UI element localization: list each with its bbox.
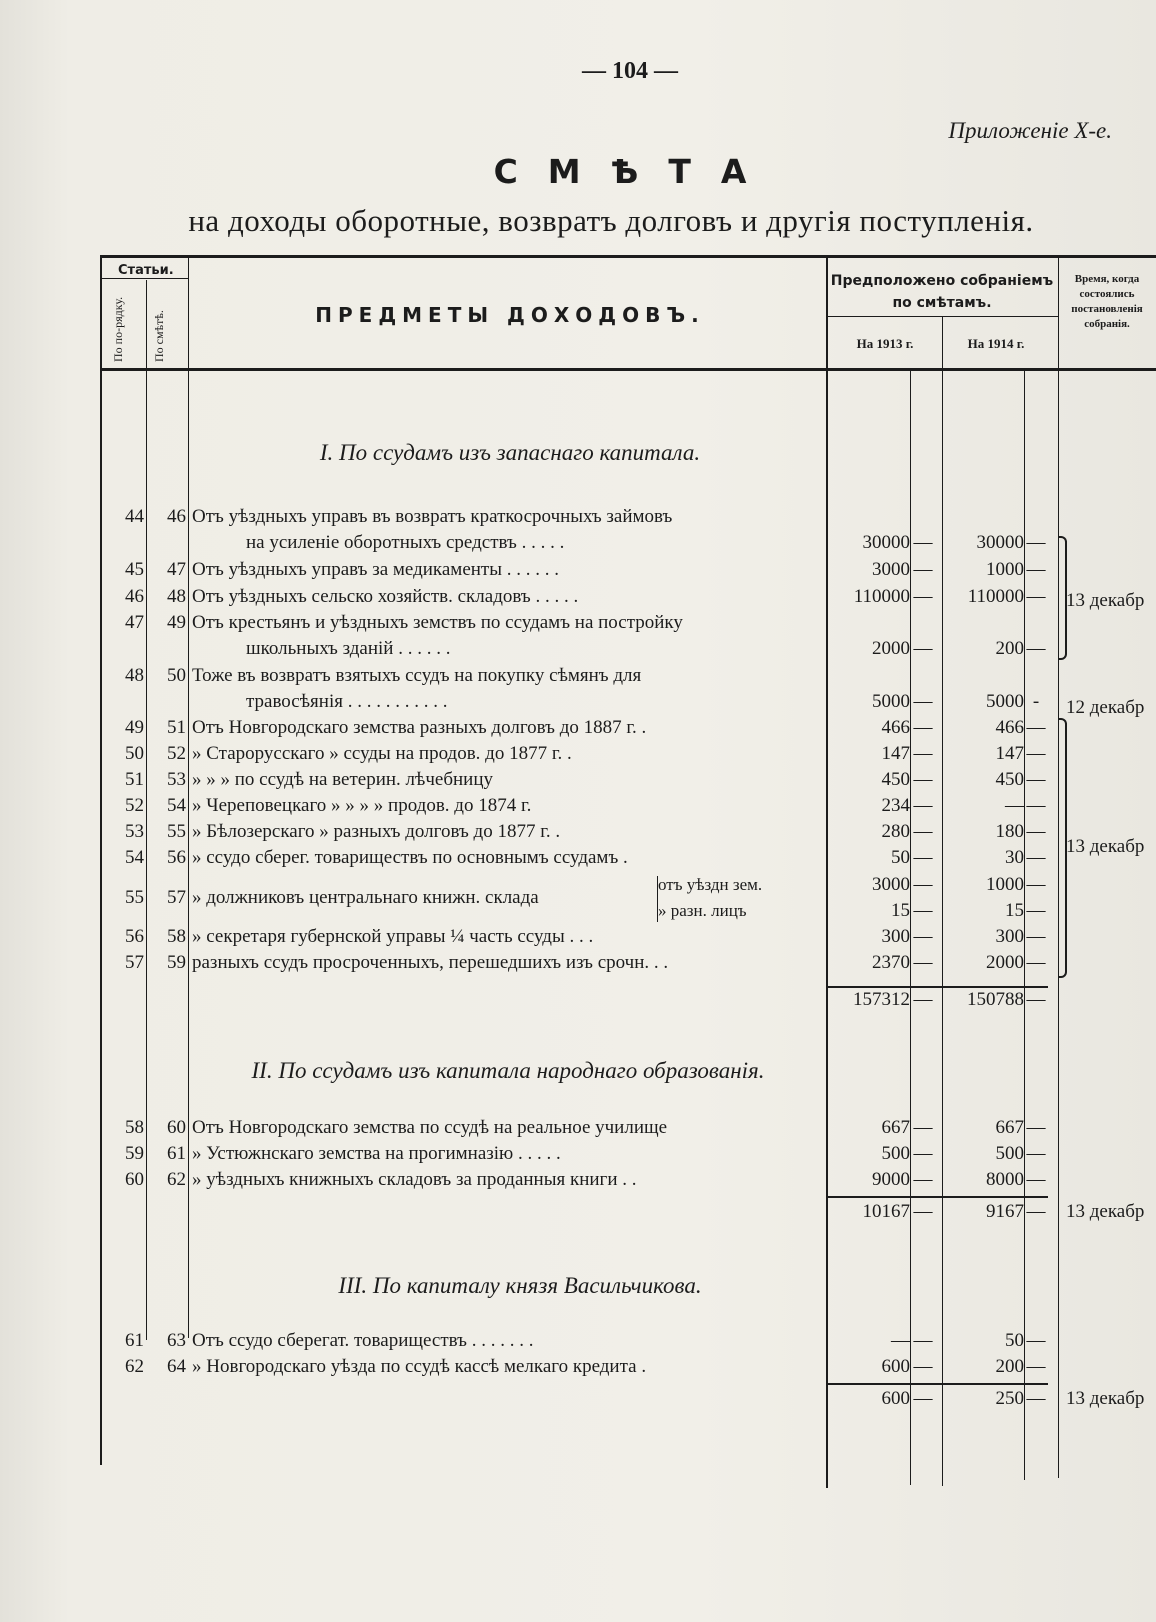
header-stati: Статьи. <box>118 263 174 278</box>
kop-1914: — <box>1026 1117 1046 1138</box>
resolution-date: 13 декабр <box>1066 1388 1145 1409</box>
value-1913: 234 <box>881 795 910 816</box>
row-text: Отъ Новгородскаго земства разныхъ долговъ до 1887 г. . <box>192 717 647 738</box>
row-text: » секретаря губернской управы ¼ часть ссуды . . . <box>192 926 594 947</box>
row-number: 51 <box>125 769 144 790</box>
row-text: » Устюжнскаго земства на прогимназію . . . . . <box>192 1143 561 1164</box>
estimate-article: 57 <box>167 887 186 908</box>
row-number: 62 <box>125 1356 144 1377</box>
table-row <box>0 663 1156 689</box>
value-1913: 466 <box>881 717 910 738</box>
value-1914: 2000 <box>986 952 1024 973</box>
row-number: 56 <box>125 926 144 947</box>
total-kop-1914: — <box>1026 989 1046 1010</box>
row-number: 47 <box>125 612 144 633</box>
row-text: Отъ крестьянъ и уѣздныхъ земствъ по ссудамъ на постройку <box>192 612 683 633</box>
table-row <box>0 793 1156 819</box>
table-row <box>0 845 1156 871</box>
row-number: 49 <box>125 717 144 738</box>
document-subtitle: на доходы оборотные, возвратъ долговъ и другія поступленія. <box>188 203 1034 238</box>
row-text: разныхъ ссудъ просроченныхъ, перешедшихъ изъ срочн. . . <box>192 952 669 973</box>
kop-1914: — <box>1026 586 1046 607</box>
page-number: — 104 — <box>582 58 678 84</box>
value-1914: 30 <box>1005 847 1024 868</box>
value-1913: 280 <box>881 821 910 842</box>
row-number: 53 <box>125 821 144 842</box>
kop-1913: — <box>913 638 933 659</box>
kop-1913: — <box>913 691 933 712</box>
value-1913: 3000 <box>872 559 910 580</box>
row-text: Отъ уѣздныхъ сельско хозяйств. складовъ . . . . . <box>192 586 579 607</box>
resolution-date: 13 декабр <box>1066 590 1145 611</box>
estimate-article: 46 <box>167 506 186 527</box>
value-1914: 30000 <box>976 532 1024 553</box>
subtotal-rule-2 <box>826 1196 1048 1198</box>
value-1913: 9000 <box>872 1169 910 1190</box>
estimate-article: 54 <box>167 795 186 816</box>
kop-1913: — <box>913 1117 933 1138</box>
value-1913: 2370 <box>872 952 910 973</box>
table-row-cont <box>0 689 1156 715</box>
row-number: 58 <box>125 1117 144 1138</box>
kop-1913: — <box>913 743 933 764</box>
kop-1913: — <box>913 1330 933 1351</box>
value-1913: 15 <box>891 900 910 921</box>
value-1914: 50 <box>1005 1330 1024 1351</box>
resolution-date: 13 декабр <box>1066 836 1145 857</box>
kop-1914: — <box>1026 559 1046 580</box>
kop-1913: — <box>913 717 933 738</box>
value-1914: 180 <box>995 821 1024 842</box>
table-row <box>0 1167 1156 1193</box>
header-po-smete: По смѣтѣ. <box>152 310 166 362</box>
row-number: 59 <box>125 1143 144 1164</box>
value-1913: 600 <box>881 1356 910 1377</box>
value-1913: 5000 <box>872 691 910 712</box>
row-number: 48 <box>125 665 144 686</box>
value-1914: 1000 <box>986 874 1024 895</box>
value-1914: 110000 <box>967 586 1024 607</box>
value-1913: 110000 <box>853 586 910 607</box>
total-kop-1913: — <box>913 1388 933 1409</box>
kop-1914: — <box>1026 532 1046 553</box>
kop-1914: — <box>1026 743 1046 764</box>
kop-1913: — <box>913 847 933 868</box>
estimate-article: 53 <box>167 769 186 790</box>
row-text: » » » по ссудѣ на ветерин. лѣчебницу <box>192 769 493 790</box>
value-1914: 300 <box>995 926 1024 947</box>
table-row <box>0 1328 1156 1354</box>
document-title: СМѢТА <box>493 152 777 191</box>
estimate-article: 63 <box>167 1330 186 1351</box>
estimate-article: 64 <box>167 1356 186 1377</box>
value-1914: — <box>1005 795 1024 816</box>
kop-1913: — <box>913 795 933 816</box>
value-1913: 147 <box>881 743 910 764</box>
subtotal-row <box>0 987 1156 1013</box>
row-number: 57 <box>125 952 144 973</box>
row-text: » уѣздныхъ книжныхъ складовъ за проданныя книги . . <box>192 1169 637 1190</box>
kop-1914: — <box>1026 952 1046 973</box>
value-1914: 200 <box>995 638 1024 659</box>
estimate-article: 62 <box>167 1169 186 1190</box>
row-number: 52 <box>125 795 144 816</box>
estimate-article: 55 <box>167 821 186 842</box>
stat-header-rule <box>102 278 188 279</box>
estimate-article: 58 <box>167 926 186 947</box>
estimate-article: 47 <box>167 559 186 580</box>
total-kop-1913: — <box>913 989 933 1010</box>
header-time: Время, когда состоялись постановленія собранія. <box>1071 273 1143 330</box>
value-1914: 466 <box>995 717 1024 738</box>
table-row-cont <box>0 636 1156 662</box>
table-row <box>0 584 1156 610</box>
total-kop-1914: — <box>1026 1201 1046 1222</box>
value-1913: 300 <box>881 926 910 947</box>
value-1914: 5000 <box>986 691 1024 712</box>
kop-1913: — <box>913 952 933 973</box>
value-1913: 500 <box>881 1143 910 1164</box>
row-number: 54 <box>125 847 144 868</box>
appendix-label: Приложеніе Х-е. <box>948 118 1112 143</box>
total-1913: 600 <box>881 1388 910 1409</box>
estimate-article: 52 <box>167 743 186 764</box>
row-text: Отъ ссудо сберегат. товариществъ . . . . . . . <box>192 1330 534 1351</box>
row-text: » должниковъ центральнаго книжн. склада <box>192 887 539 908</box>
row-text-cont: на усиленіе оборотныхъ средствъ . . . . . <box>246 532 565 553</box>
kop-1913: — <box>913 769 933 790</box>
value-1913: 3000 <box>872 874 910 895</box>
table-row <box>0 898 1156 924</box>
estimate-article: 61 <box>167 1143 186 1164</box>
kop-1914: — <box>1026 769 1046 790</box>
section-title-2: II. По ссудамъ изъ капитала народнаго образованія. <box>251 1058 765 1083</box>
header-predpolozheno: Предположено собраніемъ по смѣтамъ. <box>830 273 1054 311</box>
section-title-3: III. По капиталу князя Васильчикова. <box>338 1273 702 1298</box>
value-1914: 8000 <box>986 1169 1024 1190</box>
header-bottom-rule <box>100 368 1156 371</box>
kop-1914: — <box>1026 1356 1046 1377</box>
row-text: » Новгородскаго уѣзда по ссудѣ кассѣ мелкаго кредита . <box>192 1356 647 1377</box>
table-row <box>0 557 1156 583</box>
table-row <box>0 715 1156 741</box>
value-1914: 147 <box>995 743 1024 764</box>
estimate-article: 49 <box>167 612 186 633</box>
kop-1913: — <box>913 1143 933 1164</box>
table-row <box>0 1354 1156 1380</box>
row-subtext: отъ уѣздн зем. <box>658 875 763 894</box>
row-text: » Бѣлозерскаго » разныхъ долговъ до 1877 г. . <box>192 821 561 842</box>
estimate-article: 60 <box>167 1117 186 1138</box>
estimate-article: 59 <box>167 952 186 973</box>
value-1913: 50 <box>891 847 910 868</box>
value-1913: 30000 <box>862 532 910 553</box>
value-1913: 2000 <box>872 638 910 659</box>
kop-1913: — <box>913 821 933 842</box>
estimate-article: 56 <box>167 847 186 868</box>
value-1914: 1000 <box>986 559 1024 580</box>
kop-1913: — <box>913 1169 933 1190</box>
table-row <box>0 1115 1156 1141</box>
total-1914: 250 <box>995 1388 1024 1409</box>
total-kop-1914: — <box>1026 1388 1046 1409</box>
value-1913: — <box>891 1330 910 1351</box>
value-1913: 667 <box>881 1117 910 1138</box>
value-1913: 450 <box>881 769 910 790</box>
row-text-cont: травосѣянія . . . . . . . . . . . <box>246 691 448 712</box>
total-1914: 150788 <box>967 989 1024 1010</box>
kop-1914: — <box>1026 900 1046 921</box>
table-row <box>0 1141 1156 1167</box>
table-row <box>0 819 1156 845</box>
total-1914: 9167 <box>986 1201 1024 1222</box>
value-1914: 15 <box>1005 900 1024 921</box>
row-text: Отъ Новгородскаго земства по ссудѣ на реальное училище <box>192 1117 668 1138</box>
kop-1913: — <box>913 874 933 895</box>
sub-bracket <box>657 876 658 922</box>
table-row <box>0 924 1156 950</box>
subtotal-row <box>0 1386 1156 1412</box>
kop-1914: — <box>1026 821 1046 842</box>
kop-1914: — <box>1026 1169 1046 1190</box>
table-row <box>0 950 1156 976</box>
value-1914: 500 <box>995 1143 1024 1164</box>
total-kop-1913: — <box>913 1201 933 1222</box>
kop-1913: — <box>913 559 933 580</box>
kop-1914: — <box>1026 874 1046 895</box>
table-row <box>0 741 1156 767</box>
value-1914: 200 <box>995 1356 1024 1377</box>
kop-1914: — <box>1026 847 1046 868</box>
row-number: 44 <box>125 506 144 527</box>
row-subtext: » разн. лицъ <box>658 901 747 920</box>
header-year-1913: На 1913 г. <box>856 336 914 351</box>
kop-1913: — <box>913 586 933 607</box>
estimate-article: 51 <box>167 717 186 738</box>
row-text-cont: школьныхъ зданій . . . . . . <box>246 638 451 659</box>
total-1913: 157312 <box>853 989 910 1010</box>
row-text: » Старорусскаго » ссуды на продов. до 1877 г. . <box>192 743 572 764</box>
table-row-cont <box>0 530 1156 556</box>
kop-1914: - <box>1032 691 1040 712</box>
header-main: ПРЕДМЕТЫ ДОХОДОВЪ. <box>315 303 705 327</box>
kop-1914: — <box>1026 717 1046 738</box>
table-row <box>0 767 1156 793</box>
section-title-1: I. По ссудамъ изъ запаснаго капитала. <box>319 440 701 465</box>
value-1914: 667 <box>995 1117 1024 1138</box>
subtotal-rule-3 <box>826 1383 1048 1385</box>
header-po-poryadku: По по-рядку. <box>111 296 125 362</box>
row-number: 50 <box>125 743 144 764</box>
row-text: Отъ уѣздныхъ управъ за медикаменты . . . . . . <box>192 559 560 580</box>
table-row <box>0 504 1156 530</box>
row-text: Тоже въ возвратъ взятыхъ ссудъ на покупку сѣмянъ для <box>192 665 642 686</box>
total-1913: 10167 <box>862 1201 910 1222</box>
kop-1914: — <box>1026 638 1046 659</box>
table-top-rule <box>100 255 1156 258</box>
resolution-date: 12 декабр <box>1066 697 1145 718</box>
row-text: » Череповецкаго » » » » продов. до 1874 г. <box>192 795 532 816</box>
kop-1914: — <box>1026 1143 1046 1164</box>
estimate-article: 48 <box>167 586 186 607</box>
value-1914: 450 <box>995 769 1024 790</box>
header-year-1914: На 1914 г. <box>967 336 1025 351</box>
row-number: 60 <box>125 1169 144 1190</box>
row-number: 61 <box>125 1330 144 1351</box>
kop-1913: — <box>913 900 933 921</box>
kop-1913: — <box>913 926 933 947</box>
kop-1914: — <box>1026 795 1046 816</box>
kop-1914: — <box>1026 1330 1046 1351</box>
kop-1913: — <box>913 1356 933 1377</box>
estimate-article: 50 <box>167 665 186 686</box>
kop-1913: — <box>913 532 933 553</box>
row-number: 55 <box>125 887 144 908</box>
row-number: 45 <box>125 559 144 580</box>
subtotal-row <box>0 1199 1156 1225</box>
kop-1914: — <box>1026 926 1046 947</box>
row-number: 46 <box>125 586 144 607</box>
table-row <box>0 610 1156 636</box>
row-text: Отъ уѣздныхъ управъ въ возвратъ краткосрочныхъ займовъ <box>192 506 673 527</box>
row-text: » ссудо сберег. товариществъ по основнымъ ссудамъ . <box>192 847 628 868</box>
resolution-date: 13 декабр <box>1066 1201 1145 1222</box>
